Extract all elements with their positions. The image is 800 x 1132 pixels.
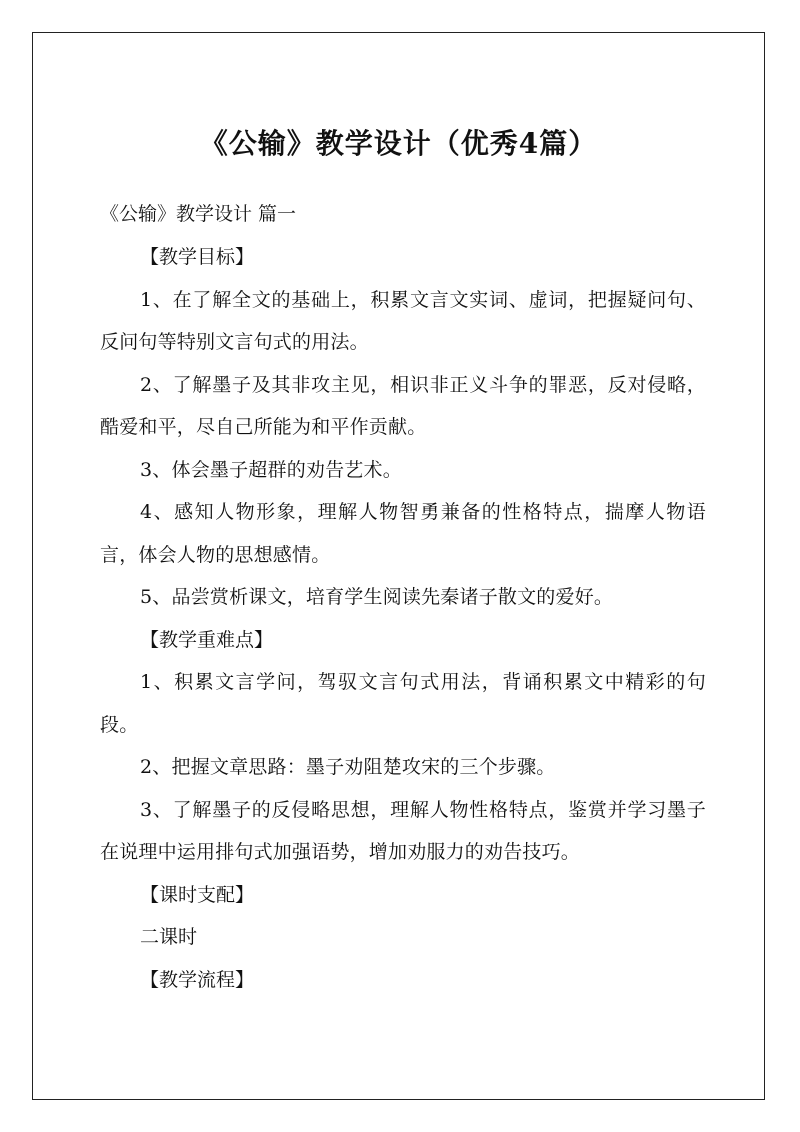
document-body <box>100 236 706 1001</box>
objective-item-5: 5、品尝赏析课文，培育学生阅读先秦诸子散文的爱好。 <box>140 586 614 608</box>
keypoint-item-3: 3、了解墨子的反侵略思想，理解人物性格特点，鉴赏并学习墨子在说理中运用排句式加强语势，增加劝服力的劝告技巧。 <box>100 798 706 863</box>
objective-item-2: 2、了解墨子及其非攻主见，相识非正义斗争的罪恶，反对侵略，酷爱和平，尽自己所能为和平作贡献。 <box>100 373 706 438</box>
keypoint-item-2: 2、把握文章思路：墨子劝阻楚攻宋的三个步骤。 <box>140 756 556 778</box>
document-title: 《公输》教学设计（优秀4篇） <box>199 127 598 160</box>
objective-item-4: 4、感知人物形象，理解人物智勇兼备的性格特点，揣摩人物语言，体会人物的思想感情。 <box>100 501 706 566</box>
process-heading: 【教学流程】 <box>140 968 255 991</box>
section-subtitle: 《公输》教学设计 篇一 <box>100 203 297 225</box>
objective-item-1: 1、在了解全文的基础上，积累文言文实词、虚词，把握疑问句、反问句等特别文言句式的用法。 <box>100 288 706 353</box>
schedule-value: 二课时 <box>140 926 198 948</box>
keypoints-heading: 【教学重难点】 <box>140 628 274 651</box>
objectives-heading: 【教学目标】 <box>140 246 255 268</box>
objective-item-3: 3、体会墨子超群的劝告艺术。 <box>140 458 402 481</box>
keypoint-item-1: 1、积累文言学问，驾驭文言句式用法，背诵积累文中精彩的句段。 <box>100 671 706 736</box>
schedule-heading: 【课时支配】 <box>140 883 255 906</box>
